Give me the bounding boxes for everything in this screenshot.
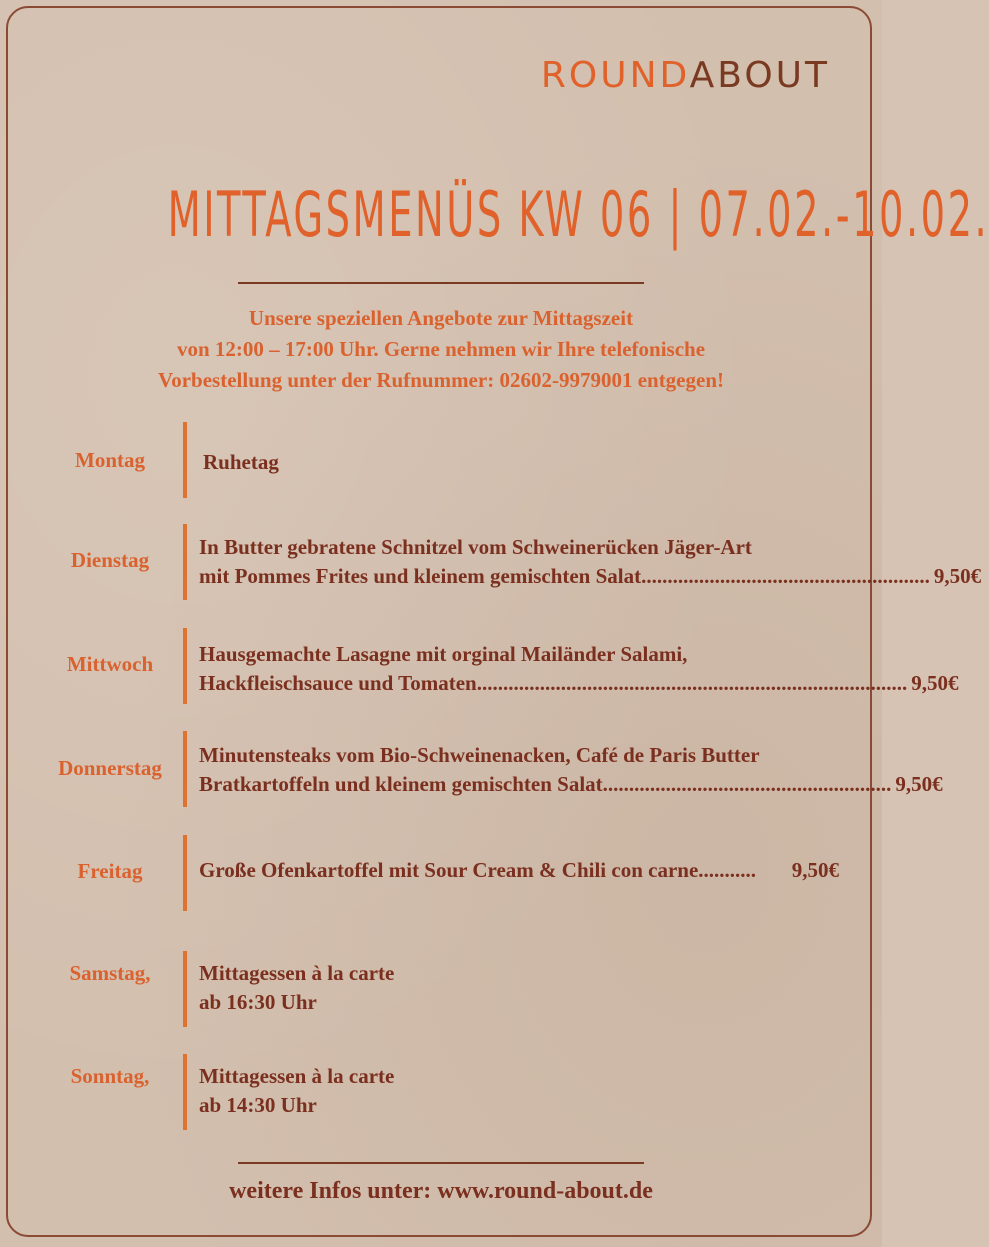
- dish-line-1: Mittagessen à la carte: [199, 961, 395, 985]
- dish-line-1: Ruhetag: [203, 450, 279, 474]
- day-separator: [183, 524, 187, 600]
- dish-price: 9,50€: [911, 671, 959, 695]
- intro-line-2: von 12:00 – 17:00 Uhr. Gerne nehmen wir Ihre telefonische: [176, 337, 706, 361]
- dot-leader: ...........: [698, 858, 757, 882]
- menu-description: [199, 640, 959, 698]
- dish-price: 9,50€: [933, 564, 982, 588]
- intro-line-3: Vorbestellung unter der Rufnummer: 02602-9979001 entgegen!: [158, 368, 724, 392]
- dish-price: 9,50€: [895, 772, 943, 796]
- dish-line-2: Hackfleischsauce und Tomaten: [199, 671, 477, 695]
- menu-description: [199, 959, 839, 1017]
- dish-line-1: Große Ofenkartoffel mit Sour Cream & Chili con carne: [199, 858, 699, 882]
- day-separator: [183, 731, 187, 807]
- day-label: Sonntag,: [70, 1064, 150, 1088]
- menu-description: [199, 856, 839, 885]
- dish-line-1: In Butter gebratene Schnitzel vom Schweinerücken Jäger-Art: [199, 535, 752, 559]
- dish-line-2: ab 14:30 Uhr: [199, 1093, 317, 1117]
- footer-info: weitere Infos unter: www.round-about.de: [229, 1178, 653, 1204]
- logo-part-about: ABOUT: [689, 55, 830, 96]
- dish-line-1: Mittagessen à la carte: [199, 1064, 395, 1088]
- divider-top: [238, 282, 644, 284]
- dot-leader: ..................................................................................: [476, 671, 908, 695]
- day-separator: [183, 1054, 187, 1130]
- day-separator: [183, 422, 187, 498]
- logo-part-round: ROUND: [540, 55, 690, 96]
- day-label: Freitag: [77, 859, 143, 883]
- menu-description: [199, 533, 982, 591]
- divider-bottom: [238, 1162, 644, 1164]
- day-separator: [183, 835, 187, 911]
- day-label: Samstag,: [69, 961, 151, 985]
- menu-description: [199, 741, 943, 799]
- dish-line-2: Bratkartoffeln und kleinem gemischten Salat: [199, 772, 603, 796]
- day-label: Donnerstag: [58, 756, 162, 780]
- dot-leader: .......................................................: [602, 772, 892, 796]
- day-separator: [183, 951, 187, 1027]
- day-label: Mittwoch: [66, 652, 154, 676]
- dish-price: 9,50€: [791, 858, 839, 882]
- intro-line-1: Unsere speziellen Angebote zur Mittagszeit: [248, 306, 634, 330]
- dot-leader: .......................................................: [641, 564, 930, 588]
- dish-line-1: Hausgemachte Lasagne mit orginal Mailänder Salami,: [199, 642, 688, 666]
- roundabout-logo: [540, 55, 830, 96]
- day-label: Dienstag: [70, 548, 150, 572]
- menu-description: [199, 1062, 839, 1120]
- day-label: Montag: [75, 448, 145, 472]
- dish-line-2: ab 16:30 Uhr: [199, 990, 317, 1014]
- dish-line-2: mit Pommes Frites und kleinem gemischten Salat: [199, 564, 642, 588]
- dish-line-1: Minutensteaks vom Bio-Schweinenacken, Café de Paris Butter: [199, 743, 760, 767]
- intro-text: [80, 303, 802, 396]
- menu-description: [203, 448, 843, 477]
- day-separator: [183, 628, 187, 704]
- page-title: MITTAGSMENÜS KW 06 | 07.02.-10.02.: [167, 178, 989, 251]
